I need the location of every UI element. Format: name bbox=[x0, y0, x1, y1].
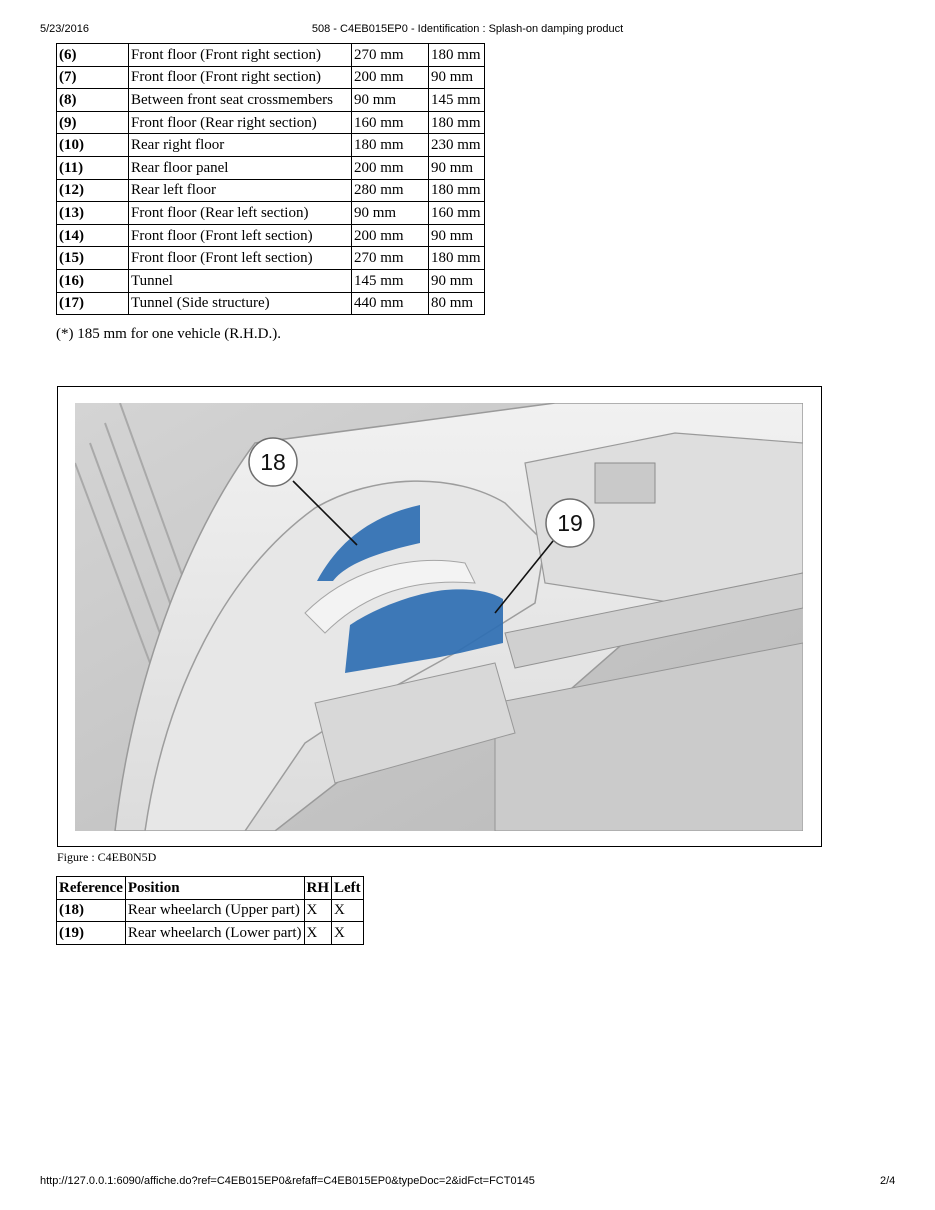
dimension-cell: 180 mm bbox=[352, 134, 429, 157]
dimension-cell: 270 mm bbox=[352, 247, 429, 270]
table-row bbox=[57, 134, 485, 157]
dimension-cell: 200 mm bbox=[352, 66, 429, 89]
location-cell: Front floor (Front left section) bbox=[129, 224, 352, 247]
table-row bbox=[57, 111, 485, 134]
dimension-cell: 160 mm bbox=[352, 111, 429, 134]
table-row bbox=[57, 247, 485, 270]
table-row bbox=[57, 922, 364, 945]
position-cell: Rear wheelarch (Lower part) bbox=[125, 922, 304, 945]
left-cell: X bbox=[332, 899, 364, 922]
location-cell: Front floor (Front right section) bbox=[129, 44, 352, 67]
reference-cell: (11) bbox=[57, 156, 129, 179]
callout-18 bbox=[249, 438, 297, 486]
table-row bbox=[57, 899, 364, 922]
reference-cell: (16) bbox=[57, 269, 129, 292]
callout-label-19: 19 bbox=[557, 510, 583, 536]
dimension-cell: 440 mm bbox=[352, 292, 429, 315]
reference-cell: (18) bbox=[57, 899, 126, 922]
page-title: 508 - C4EB015EP0 - Identification : Splash-on damping product bbox=[311, 23, 624, 35]
page-number: 2/4 bbox=[880, 1175, 896, 1187]
reference-cell: (9) bbox=[57, 111, 129, 134]
reference-cell: (17) bbox=[57, 292, 129, 315]
dimension-cell: 80 mm bbox=[429, 292, 485, 315]
table-row bbox=[57, 44, 485, 67]
rh-cell: X bbox=[304, 899, 332, 922]
table-row bbox=[57, 89, 485, 112]
dimension-cell: 90 mm bbox=[429, 66, 485, 89]
reference-cell: (10) bbox=[57, 134, 129, 157]
dimension-cell: 200 mm bbox=[352, 224, 429, 247]
print-date: 5/23/2016 bbox=[40, 23, 89, 35]
location-cell: Tunnel bbox=[129, 269, 352, 292]
dimension-cell: 280 mm bbox=[352, 179, 429, 202]
column-header-rh: RH bbox=[304, 877, 332, 900]
location-cell: Front floor (Rear right section) bbox=[129, 111, 352, 134]
location-cell: Rear left floor bbox=[129, 179, 352, 202]
location-cell: Front floor (Front right section) bbox=[129, 66, 352, 89]
reference-cell: (15) bbox=[57, 247, 129, 270]
dimension-cell: 145 mm bbox=[352, 269, 429, 292]
table-row bbox=[57, 66, 485, 89]
reference-cell: (8) bbox=[57, 89, 129, 112]
footer-url: http://127.0.0.1:6090/affiche.do?ref=C4EB015EP0&refaff=C4EB015EP0&typeDoc=2&idFct=FCT0145 bbox=[40, 1175, 535, 1187]
rh-cell: X bbox=[304, 922, 332, 945]
left-cell: X bbox=[332, 922, 364, 945]
table-row bbox=[57, 224, 485, 247]
location-cell: Front floor (Rear left section) bbox=[129, 202, 352, 225]
table-row bbox=[57, 269, 485, 292]
dimensions-table bbox=[56, 43, 485, 315]
dimension-cell: 230 mm bbox=[429, 134, 485, 157]
dimension-cell: 160 mm bbox=[429, 202, 485, 225]
dimension-cell: 90 mm bbox=[429, 156, 485, 179]
table-row bbox=[57, 292, 485, 315]
table-row bbox=[57, 179, 485, 202]
dimension-cell: 180 mm bbox=[429, 179, 485, 202]
callout-19 bbox=[546, 499, 594, 547]
position-cell: Rear wheelarch (Upper part) bbox=[125, 899, 304, 922]
dimension-cell: 90 mm bbox=[429, 224, 485, 247]
reference-cell: (6) bbox=[57, 44, 129, 67]
column-header-left: Left bbox=[332, 877, 364, 900]
location-cell: Between front seat crossmembers bbox=[129, 89, 352, 112]
dimension-cell: 180 mm bbox=[429, 247, 485, 270]
reference-cell: (14) bbox=[57, 224, 129, 247]
dimension-cell: 270 mm bbox=[352, 44, 429, 67]
table-row bbox=[57, 202, 485, 225]
dimension-cell: 90 mm bbox=[352, 89, 429, 112]
location-cell: Rear floor panel bbox=[129, 156, 352, 179]
location-cell: Front floor (Front left section) bbox=[129, 247, 352, 270]
position-table bbox=[56, 876, 364, 945]
panel-cutout bbox=[595, 463, 655, 503]
dimension-cell: 90 mm bbox=[352, 202, 429, 225]
location-cell: Rear right floor bbox=[129, 134, 352, 157]
reference-cell: (12) bbox=[57, 179, 129, 202]
table-header-row bbox=[57, 877, 364, 900]
wheelarch-illustration bbox=[75, 403, 803, 831]
column-header-reference: Reference bbox=[57, 877, 126, 900]
callout-label-18: 18 bbox=[260, 449, 286, 475]
dimension-cell: 180 mm bbox=[429, 44, 485, 67]
dimension-cell: 145 mm bbox=[429, 89, 485, 112]
reference-cell: (19) bbox=[57, 922, 126, 945]
dimension-cell: 200 mm bbox=[352, 156, 429, 179]
column-header-position: Position bbox=[125, 877, 304, 900]
figure-caption: Figure : C4EB0N5D bbox=[57, 850, 157, 864]
table-row bbox=[57, 156, 485, 179]
location-cell: Tunnel (Side structure) bbox=[129, 292, 352, 315]
footnote: (*) 185 mm for one vehicle (R.H.D.). bbox=[56, 326, 281, 342]
reference-cell: (13) bbox=[57, 202, 129, 225]
reference-cell: (7) bbox=[57, 66, 129, 89]
dimension-cell: 180 mm bbox=[429, 111, 485, 134]
dimension-cell: 90 mm bbox=[429, 269, 485, 292]
